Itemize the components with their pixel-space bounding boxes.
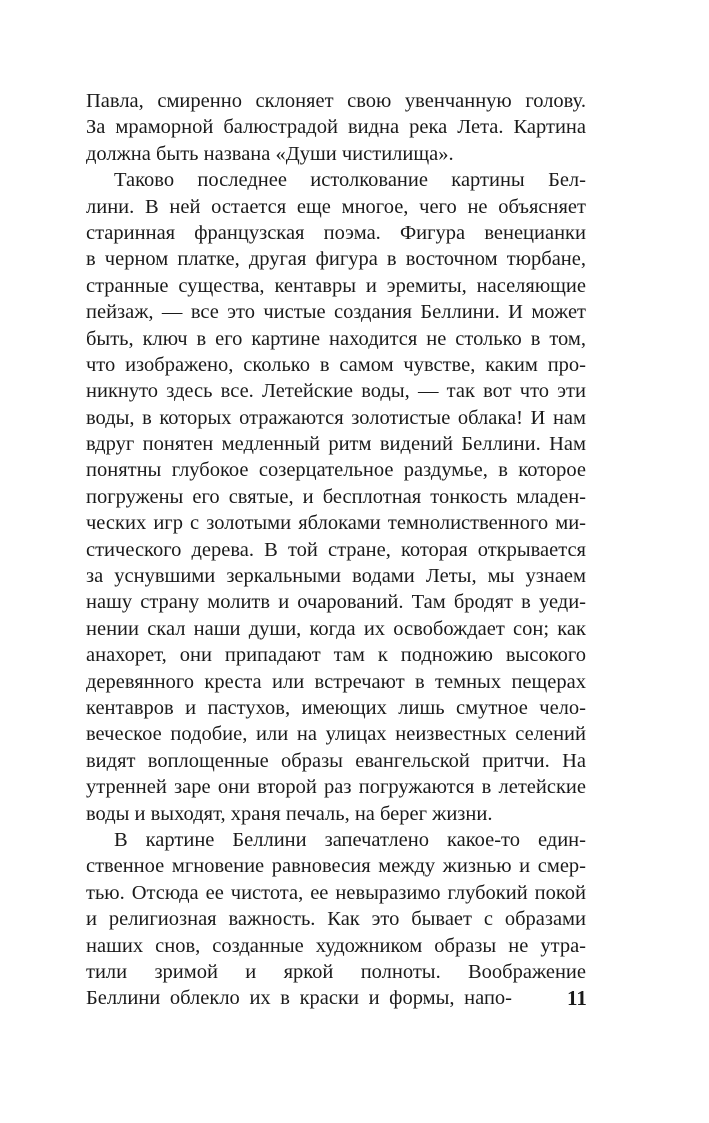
text-line: нении скал наши души, когда их освобождает сон; как <box>86 617 586 640</box>
text-line: старинная французская поэма. Фигура венецианки <box>86 221 586 244</box>
text-line: За мраморной балюстрадой видна река Лета. Картина <box>86 116 586 139</box>
text-line: кентавров и пастухов, имеющих лишь смутное чело- <box>86 696 586 719</box>
text-line: стического дерева. В той стране, которая открывается <box>86 538 586 561</box>
text-line: никнуто здесь все. Летейские воды, — так вот что эти <box>86 380 586 403</box>
text-line: что изображено, сколько в самом чувстве, каким про- <box>86 353 586 376</box>
text-line: вдруг понятен медленный ритм видений Беллини. Нам <box>86 433 586 456</box>
paragraph <box>86 88 586 167</box>
text-line: утренней заре они второй раз погружаются в летейские <box>86 776 586 799</box>
final-row <box>86 985 586 1011</box>
text-line: и религиозная важность. Как это бывает с образами <box>86 908 586 931</box>
text-line: анахорет, они припадают там к подножию высокого <box>86 644 586 667</box>
text-line: должна быть названа «Души чистилища». <box>86 142 454 165</box>
text-line: ственное мгновение равновесия между жизнью и смер- <box>86 855 586 878</box>
paragraph <box>86 827 586 985</box>
text-line: деревянного креста или встречают в темных пещерах <box>86 670 586 693</box>
text-line: тью. Отсюда ее чистота, ее невыразимо глубокий покой <box>86 881 586 904</box>
text-line: нашу страну молитв и очарований. Там бродят в уеди- <box>86 591 586 614</box>
text-line: понятны глубокое созерцательное раздумье, в которое <box>86 459 586 482</box>
text-line: в черном платке, другая фигура в восточном тюрбане, <box>86 248 586 271</box>
text-line: Павла, смиренно склоняет свою увенчанную голову. <box>86 90 586 112</box>
text-line: погружены его святые, и бесплотная тонкость младен- <box>86 485 586 508</box>
text-line-final: Беллини облекло их в краски и формы, напо- <box>86 987 512 1010</box>
text-line: лини. В ней остается еще многое, чего не объясняет <box>86 195 586 218</box>
text-line: пейзаж, — все это чистые создания Беллини. И может <box>86 301 586 324</box>
paragraph <box>86 167 586 827</box>
text-line: ческих игр с золотыми яблоками темнолиственного ми- <box>86 512 586 535</box>
text-line: воды и выходят, храня печаль, на берег жизни. <box>86 802 493 825</box>
text-line: странные существа, кентавры и эремиты, населяющие <box>86 274 586 297</box>
text-body <box>86 88 586 985</box>
text-line: быть, ключ в его картине находится не столько в том, <box>86 327 586 350</box>
text-line: В картине Беллини запечатлено какое-то един- <box>114 828 586 851</box>
text-line: за уснувшими зеркальными водами Леты, мы узнаем <box>86 565 586 588</box>
text-line: тили зримой и яркой полноты. Воображение <box>86 960 586 983</box>
page-number: 11 <box>567 986 587 1011</box>
text-line: воды, в которых отражаются золотистые облака! И нам <box>86 406 586 429</box>
text-line: Таково последнее истолкование картины Бел- <box>114 169 586 192</box>
book-page <box>86 88 586 1012</box>
text-line: наших снов, созданные художником образы не утра- <box>86 934 586 957</box>
text-line: видят воплощенные образы евангельской притчи. На <box>86 749 586 772</box>
text-line: веческое подобие, или на улицах неизвестных селений <box>86 723 586 746</box>
